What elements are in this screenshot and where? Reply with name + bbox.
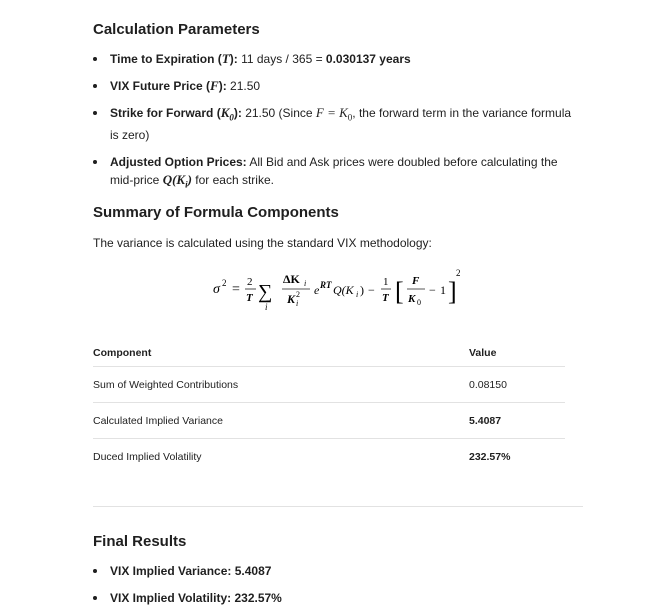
strike-label-end: ):: [233, 106, 242, 120]
component-cell: Duced Implied Volatility: [93, 439, 469, 475]
svg-text:2: 2: [456, 268, 461, 278]
symbol-f: F: [210, 78, 219, 93]
svg-text:K: K: [408, 293, 416, 305]
component-cell: Sum of Weighted Contributions: [93, 367, 469, 403]
value-cell: 5.4087: [469, 403, 565, 439]
column-header-value: Value: [469, 346, 497, 359]
implied-volatility-value: 232.57%: [231, 591, 282, 605]
symbol-k-sub: 0: [229, 112, 234, 123]
symbol-qk-sub: i: [185, 179, 188, 190]
list-item-adjusted-prices: [93, 153, 583, 193]
svg-text:e: e: [314, 283, 320, 297]
svg-text:RT: RT: [320, 280, 332, 290]
equation-f-k0: F = K: [315, 105, 348, 120]
svg-text:i: i: [356, 290, 359, 299]
future-price-value: 21.50: [226, 79, 261, 93]
svg-text:=: =: [232, 282, 240, 297]
list-item-implied-variance: [93, 562, 583, 580]
svg-text:i: i: [265, 302, 268, 312]
implied-volatility-label: VIX Implied Volatility:: [110, 591, 232, 605]
table-row: [93, 403, 565, 439]
column-header-component: Component: [93, 346, 152, 359]
svg-text:−: −: [429, 283, 436, 297]
table-row: [93, 439, 565, 475]
svg-text:Q(K: Q(K: [333, 283, 354, 297]
component-cell: Calculated Implied Variance: [93, 403, 469, 439]
svg-text:T: T: [246, 292, 253, 304]
variance-formula-graphic: [213, 264, 463, 320]
list-item-implied-volatility: [93, 589, 583, 607]
svg-text:1: 1: [440, 283, 446, 297]
svg-text:−: −: [368, 283, 375, 297]
implied-variance-label: VIX Implied Variance:: [110, 564, 232, 578]
symbol-t: T: [221, 51, 230, 66]
results-list: [93, 562, 583, 607]
svg-text:[: [: [395, 277, 404, 306]
summary-intro: The variance is calculated using the standard VIX methodology:: [93, 236, 432, 250]
svg-text:): ): [360, 283, 364, 297]
time-label: Time to Expiration (: [110, 52, 222, 66]
section-divider: [93, 506, 583, 507]
symbol-qk-end: ): [187, 172, 192, 188]
svg-text:2: 2: [247, 276, 253, 288]
time-label-end: ):: [229, 52, 238, 66]
implied-variance-value: 5.4087: [231, 564, 272, 578]
svg-text:1: 1: [383, 276, 389, 288]
svg-text:T: T: [382, 292, 389, 304]
heading-summary: Summary of Formula Components: [93, 204, 339, 221]
future-price-label-end: ):: [218, 79, 227, 93]
parameters-list: [93, 50, 583, 194]
svg-text:2: 2: [296, 290, 300, 299]
adjusted-prices-text: All Bid and Ask prices were doubled before calculating the mid-price: [110, 155, 558, 188]
list-item-future-price: [93, 77, 583, 95]
svg-text:i: i: [304, 279, 307, 288]
table-header-row: [93, 339, 565, 367]
list-item-time: [93, 50, 583, 68]
svg-text:]: ]: [448, 277, 457, 306]
svg-text:2: 2: [222, 278, 227, 288]
time-value: 0.030137 years: [325, 52, 411, 66]
svg-text:ΔK: ΔK: [283, 272, 300, 286]
value-cell: 0.08150: [469, 367, 565, 403]
strike-note: , the forward term in the variance formula is zero): [110, 106, 572, 143]
variance-formula: [213, 264, 463, 320]
components-table: [93, 339, 565, 474]
svg-text:0: 0: [417, 298, 421, 307]
adjusted-prices-note: for each strike.: [191, 173, 274, 188]
equation-sub: 0: [347, 112, 353, 123]
time-text: 11 days / 365 =: [237, 52, 326, 66]
future-price-label: VIX Future Price (: [110, 79, 211, 93]
table-row: [93, 367, 565, 403]
strike-label: Strike for Forward (: [110, 106, 221, 120]
svg-text:K: K: [287, 292, 296, 306]
svg-text:∑: ∑: [258, 281, 273, 303]
symbol-k: K: [220, 105, 230, 120]
symbol-qk: Q(K: [162, 172, 186, 188]
strike-text: 21.50 (Since: [241, 106, 316, 120]
adjusted-prices-label: Adjusted Option Prices:: [110, 155, 247, 170]
svg-text:σ: σ: [213, 282, 220, 297]
value-cell: 232.57%: [469, 439, 565, 475]
heading-final-results: Final Results: [93, 533, 187, 550]
heading-calculation-parameters: Calculation Parameters: [93, 21, 260, 38]
list-item-strike: [93, 104, 583, 144]
svg-text:i: i: [296, 299, 299, 308]
svg-text:F: F: [412, 275, 420, 287]
